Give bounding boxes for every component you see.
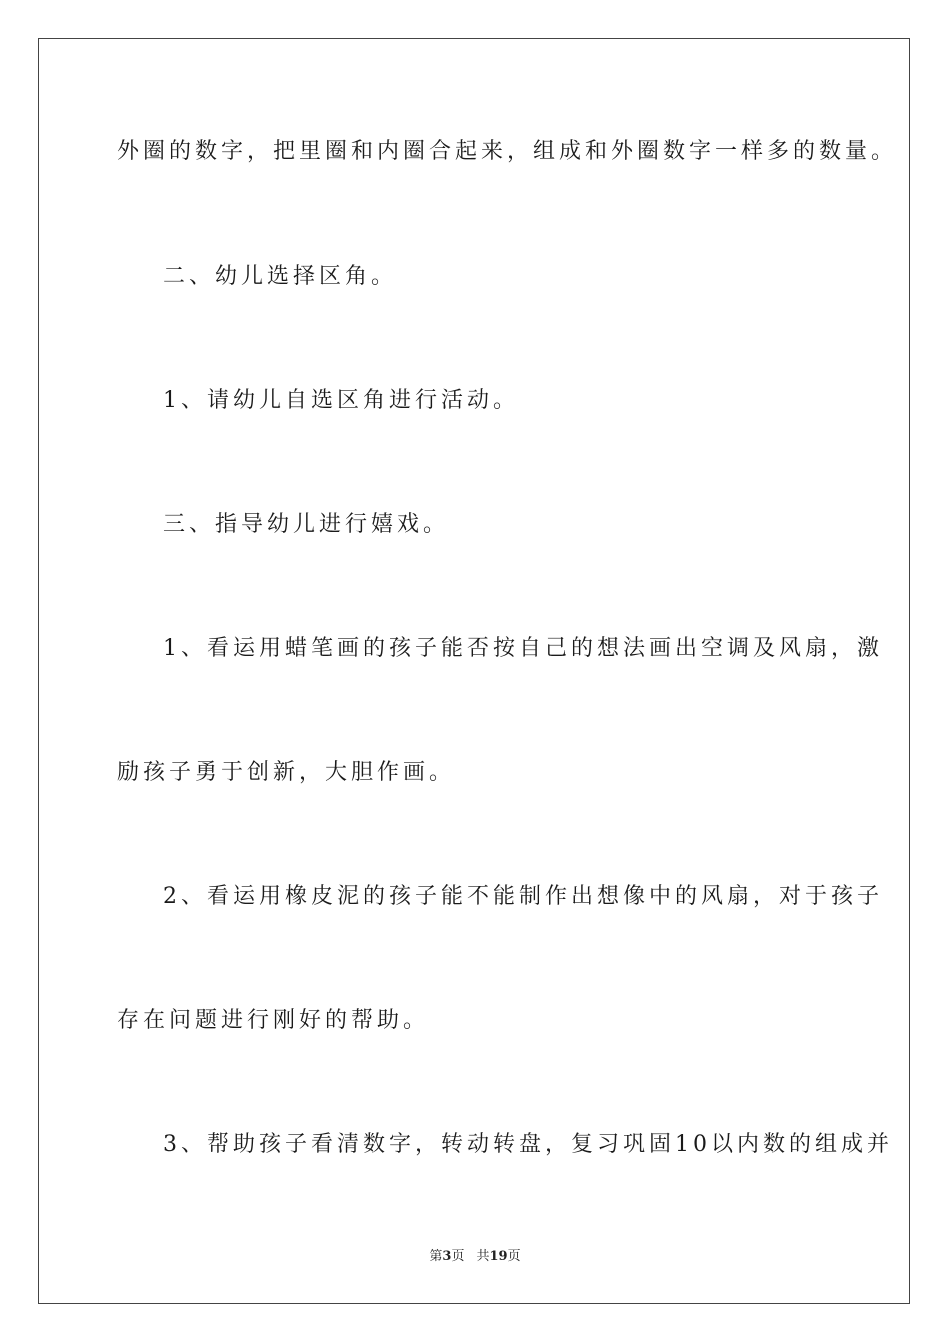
footer-page-prefix: 第 [429,1249,443,1264]
text-line-1: 外圈的数字，把里圈和内圈合起来，组成和外圈数字一样多的数量。 [117,139,898,164]
text-line-9: 3、帮助孩子看清数字，转动转盘，复习巩固10以内数的组成并 [163,1132,893,1157]
text-line-3: 1、请幼儿自选区角进行活动。 [163,388,519,413]
text-line-2: 二、幼儿选择区角。 [163,264,398,289]
text-line-6: 励孩子勇于创新，大胆作画。 [117,760,456,785]
footer-total-number: 19 [489,1249,508,1264]
footer-page-number: 3 [442,1249,452,1264]
page-footer [0,1248,950,1266]
page-frame [38,38,910,1304]
footer-total-prefix: 共 [476,1249,490,1264]
footer-total-suffix: 页 [507,1249,521,1264]
text-line-4: 三、指导幼儿进行嬉戏。 [163,512,450,537]
text-line-7: 2、看运用橡皮泥的孩子能不能制作出想像中的风扇，对于孩子 [163,884,883,909]
text-line-5: 1、看运用蜡笔画的孩子能否按自己的想法画出空调及风扇，激 [163,636,883,661]
footer-page-suffix: 页 [451,1249,465,1264]
text-line-8: 存在问题进行刚好的帮助。 [117,1008,430,1033]
